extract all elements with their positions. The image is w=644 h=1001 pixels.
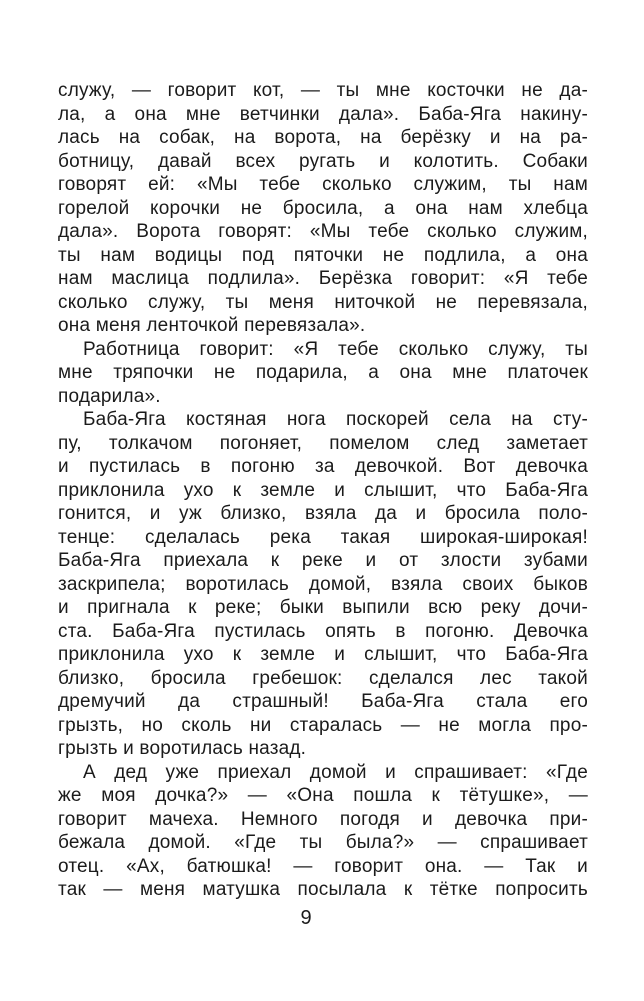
page-number: 9 bbox=[300, 907, 312, 929]
text-line: говорит мачеха. Немного погодя и девочка при- bbox=[58, 808, 588, 830]
text-line: же моя дочка?» — «Она пошла к тётушке», — bbox=[58, 785, 588, 806]
text-block bbox=[58, 79, 588, 902]
text-line: заскрипела; воротилась домой, взяла своих быков bbox=[58, 573, 588, 595]
text-line: грызть, но сколь ни старалась — не могла про- bbox=[58, 714, 588, 736]
text-line: сколько служу, ты меня ниточкой не перевязала, bbox=[58, 291, 588, 313]
text-line: тенце: сделалась река такая широкая-широкая! bbox=[58, 526, 588, 548]
text-line: А дед уже приехал домой и спрашивает: «Где bbox=[83, 761, 588, 783]
text-line: дала». Ворота говорят: «Мы тебе сколько служим, bbox=[58, 221, 588, 242]
text-line: бежала домой. «Где ты была?» — спрашивает bbox=[58, 832, 588, 853]
text-line: ты нам водицы под пяточки не подлила, а она bbox=[58, 244, 588, 266]
text-line: гонится, и уж близко, взяла да и бросила поло- bbox=[58, 503, 588, 524]
text-line: ста. Баба-Яга пустилась опять в погоню. Девочка bbox=[58, 620, 588, 642]
text-line: подарила». bbox=[58, 385, 161, 407]
text-line: Работница говорит: «Я тебе сколько служу, ты bbox=[83, 338, 588, 360]
text-line: горелой корочки не бросила, а она нам хлебца bbox=[58, 197, 588, 219]
text-line: ботницу, давай всех ругать и колотить. Собаки bbox=[58, 150, 588, 172]
text-line: так — меня матушка посылала к тётке попросить bbox=[58, 879, 588, 900]
paragraph bbox=[58, 408, 588, 761]
text-line: приклонила ухо к земле и слышит, что Баба-Яга bbox=[58, 479, 588, 501]
paragraph bbox=[58, 761, 588, 902]
text-line: близко, бросила гребешок: сделался лес такой bbox=[58, 667, 588, 689]
text-line: отец. «Ах, батюшка! — говорит она. — Так и bbox=[58, 855, 588, 877]
paragraph bbox=[58, 79, 588, 338]
text-line: грызть и воротилась назад. bbox=[58, 738, 307, 759]
text-line: дремучий да страшный! Баба-Яга стала его bbox=[58, 691, 588, 712]
text-line: говорят ей: «Мы тебе сколько служим, ты нам bbox=[58, 174, 588, 195]
text-line: приклонила ухо к земле и слышит, что Баба-Яга bbox=[58, 644, 588, 665]
text-line: и пригнала к реке; быки выпили всю реку дочи- bbox=[58, 597, 588, 618]
text-line: служу, — говорит кот, — ты мне косточки не да- bbox=[58, 80, 588, 101]
text-line: ла, а она мне ветчинки дала». Баба-Яга накину- bbox=[58, 103, 588, 125]
text-line: Баба-Яга костяная нога поскорей села на сту- bbox=[83, 409, 588, 430]
text-line: нам маслица подлила». Берёзка говорит: «Я тебе bbox=[58, 268, 588, 289]
text-line: Баба-Яга приехала к реке и от злости зубами bbox=[58, 550, 588, 571]
text-line: и пустилась в погоню за девочкой. Вот девочка bbox=[58, 456, 588, 477]
text-line: мне тряпочки не подарила, а она мне платочек bbox=[58, 362, 588, 383]
text-line: лась на собак, на ворота, на берёзку и на ра- bbox=[58, 127, 588, 148]
text-line: пу, толкачом погоняет, помелом след заметает bbox=[58, 432, 588, 454]
text-line: она меня ленточкой перевязала». bbox=[58, 315, 366, 336]
paragraph bbox=[58, 338, 588, 409]
